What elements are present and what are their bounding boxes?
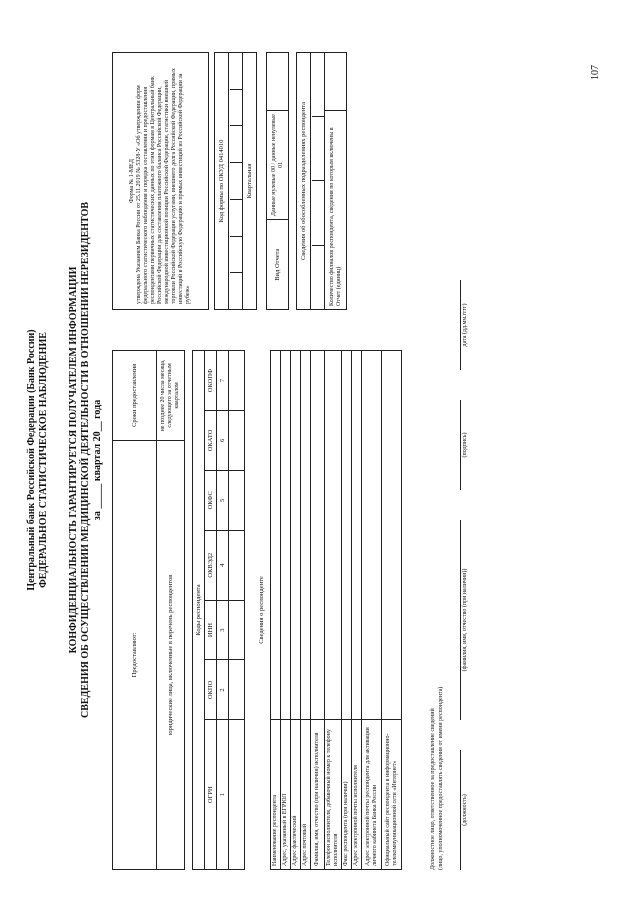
deadline-col-header: Сроки предоставления bbox=[113, 351, 157, 441]
submit-table bbox=[112, 350, 185, 870]
sign-line bbox=[460, 400, 461, 490]
code-header-okpo: ОКПО bbox=[205, 660, 217, 720]
approval-text: утверждена Указанием Банка России от 25.11.2019 № 5328-У «Об утверждении форм федерального статистического наблюдения и порядка составления и предоставления респондентами первичных статистических данных по этим формам в Центральный банк Российской Федерации для составления платежного баланса Российской Федерации, международной инвестиционной позиции Российской Федерации, статистики внешней торговли Российской Федерации услугами, внешнего долга Российской Федерации, прямых инвестиций в Российскую Федерацию и прямых инвестиций из Российской Федерации за рубеж» bbox=[136, 68, 191, 304]
approval-box bbox=[112, 52, 209, 310]
code-number: 6 bbox=[217, 410, 229, 470]
respondent-row-label: Адрес, указанный в ЕГРЮЛ bbox=[281, 720, 291, 870]
form-number: Форма № 1-МЕД bbox=[129, 159, 135, 203]
page-number: 107 bbox=[590, 65, 601, 80]
respondent-row-label: Адрес электронной почты респондента для активации личного кабинета Банка России bbox=[362, 720, 382, 870]
position-caption: (должность) bbox=[462, 794, 468, 826]
position-line bbox=[460, 750, 461, 870]
code-header-okved2: ОКВЭД2 bbox=[205, 530, 217, 600]
submitters-cell: юридические лица, включенные в перечень респондентов bbox=[157, 440, 185, 869]
rotated-form bbox=[20, 50, 600, 870]
date-caption: дата (дд.мм.гггг) bbox=[462, 303, 468, 347]
org-line-1: Центральный банк Российской Федерации (Банк России) bbox=[26, 329, 37, 591]
code-number: 1 bbox=[217, 720, 229, 870]
respondent-row-label: Адрес электронной почты исполнителя bbox=[352, 720, 362, 870]
okud-box bbox=[214, 52, 257, 310]
code-number: 3 bbox=[217, 600, 229, 660]
respondent-table bbox=[270, 350, 402, 870]
report-kind-values: Данные нулевые 00 / данные ненулевые 01 bbox=[267, 110, 289, 220]
respondent-row-label: Факс респондента (при наличии) bbox=[342, 720, 352, 870]
codes-table bbox=[192, 350, 245, 870]
branches-table bbox=[296, 52, 347, 310]
deadline-cell: не позднее 20 числа месяца, следующего за отчетным кварталом bbox=[157, 351, 185, 441]
org-line-2: ФЕДЕРАЛЬНОЕ СТАТИСТИЧЕСКОЕ НАБЛЮДЕНИЕ bbox=[38, 332, 49, 588]
respondent-caption: Сведения о респонденте bbox=[258, 576, 265, 644]
signature-line-1: Должностное лицо, ответственное за предоставление сведений bbox=[430, 708, 436, 870]
code-header-okfs: ОКФС bbox=[205, 470, 217, 530]
respondent-row-label: Официальный сайт респондента в информационно-телекоммуникационной сети «Интернет» bbox=[382, 720, 402, 870]
respondent-row-label: Адрес фактический bbox=[291, 720, 301, 870]
signature-line-2: (лицо, уполномоченное предоставлять сведения от имени респондента) bbox=[438, 686, 444, 870]
name-caption: (фамилия, имя, отчество (при наличии)) bbox=[462, 568, 468, 672]
respondent-row-label: Адрес почтовый bbox=[301, 720, 311, 870]
codes-caption: Коды респондента bbox=[193, 351, 205, 870]
report-kind-table bbox=[266, 52, 289, 310]
code-number: 4 bbox=[217, 530, 229, 600]
respondent-row-label: Телефон исполнителя, добавочный номер к телефону исполнителя bbox=[325, 720, 342, 870]
code-number: 5 bbox=[217, 470, 229, 530]
code-header-inn: ИНН bbox=[205, 600, 217, 660]
sign-caption: (подпись) bbox=[462, 432, 468, 458]
okud-code: Код формы по ОКУД 0414010 bbox=[215, 53, 229, 310]
report-kind-label: Вид Отчета bbox=[267, 220, 289, 310]
okud-period: Квартальная bbox=[243, 53, 257, 310]
branches-count-label: Количество филиалов респондента, сведения по которым включены в Отчет (единиц) bbox=[325, 110, 347, 309]
respondent-row-label: Наименование респондента bbox=[271, 720, 281, 870]
form-title: СВЕДЕНИЯ ОБ ОСУЩЕСТВЛЕНИИ МЕДИЦИНСКОЙ ДЕЯТЕЛЬНОСТИ В ОТНОШЕНИИ НЕРЕЗИДЕНТОВ bbox=[80, 201, 91, 719]
code-header-okato: ОКАТО bbox=[205, 410, 217, 470]
code-number: 2 bbox=[217, 660, 229, 720]
code-header-okopf: ОКОПФ bbox=[205, 351, 217, 411]
name-line bbox=[460, 520, 461, 720]
period-line: за _____ квартал 20__ года bbox=[92, 399, 103, 521]
confidentiality-line: КОНФИДЕНЦИАЛЬНОСТЬ ГАРАНТИРУЕТСЯ ПОЛУЧАТЕЛЕМ ИНФОРМАЦИИ bbox=[68, 266, 79, 654]
branches-label: Сведения об обособленных подразделениях респондента bbox=[297, 53, 311, 310]
respondent-row-label: Фамилия, имя, отчество (при наличии) исполнителя bbox=[311, 720, 325, 870]
date-line bbox=[460, 280, 461, 370]
code-header-ogrn: ОГРН bbox=[205, 720, 217, 870]
code-number: 7 bbox=[217, 351, 229, 411]
submit-col-header: Предоставляют: bbox=[113, 440, 157, 869]
